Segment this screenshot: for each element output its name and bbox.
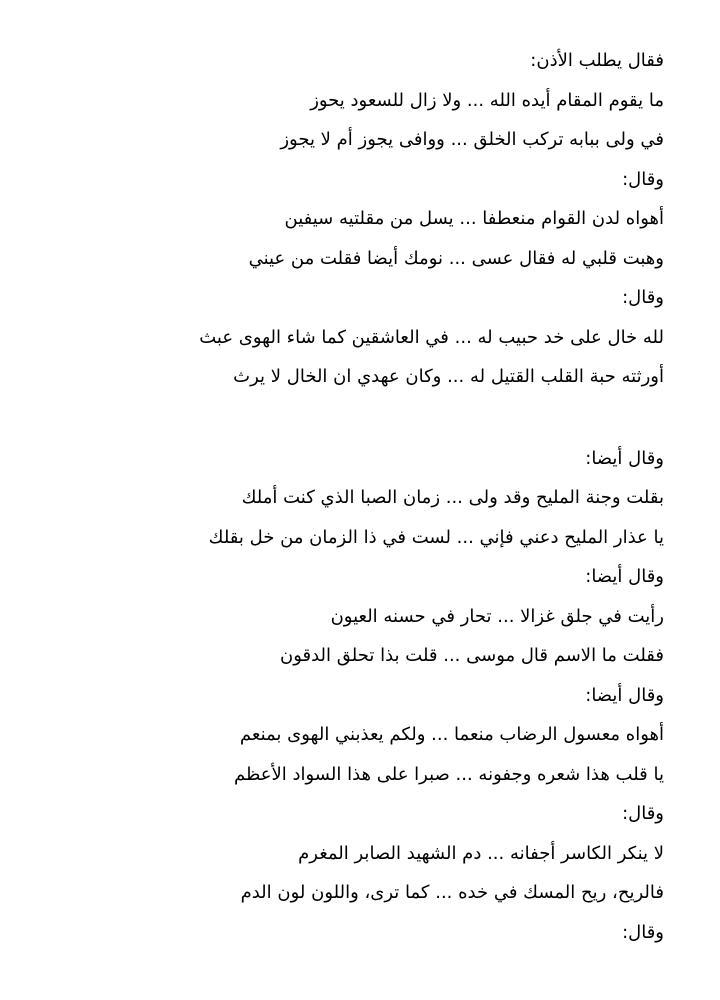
verse-line: ما يقوم المقام أيده الله ... ولا زال للسعود يحوز — [310, 89, 664, 111]
block-spacer — [44, 402, 664, 444]
verse-line: أورثته حبة القلب القتيل له ... وكان عهدي ان الخال لا يرث — [233, 366, 664, 387]
document-page — [44, 46, 664, 957]
verse-line: أهواه لدن القوام منعطفا ... يسل من مقلتيه سيفين — [284, 208, 664, 229]
verse-line: يا عذار المليح دعني فإني ... لست في ذا الزمان من خل بقلك — [208, 526, 664, 548]
text-block-2 — [44, 444, 664, 958]
text-line: فقال يطلب الأذن: — [530, 50, 664, 71]
verse-line: أهواه معسول الرضاب منعما ... ولكم يعذبني الهوى بمنعم — [239, 724, 664, 745]
section-heading: وقال أيضا: — [585, 566, 664, 587]
section-heading: وقال أيضا: — [585, 447, 664, 469]
verse-line: فالريح، ريح المسك في خده ... كما ترى، واللون لون الدم — [240, 882, 664, 903]
section-heading: وقال: — [622, 803, 664, 824]
section-heading: وقال: — [622, 287, 664, 308]
verse-line: لا ينكر الكاسر أجفانه ... دم الشهيد الصابر المغرم — [298, 842, 664, 864]
section-heading: وقال: — [622, 921, 664, 943]
text-block-1 — [44, 46, 664, 402]
section-heading: وقال: — [622, 168, 664, 190]
verse-line: فقلت ما الاسم قال موسى ... قلت بذا تحلق الدقون — [279, 645, 664, 666]
verse-line: في ولى ببابه تركب الخلق ... ووافى يجوز أم لا يجوز — [280, 129, 664, 150]
verse-line: يا قلب هذا شعره وجفونه ... صبرا على هذا السواد الأعظم — [234, 763, 664, 785]
section-heading: وقال أيضا: — [585, 684, 664, 706]
verse-line: لله خال على خد حبيب له ... في العاشقين كما شاء الهوى عبث — [199, 326, 664, 348]
verse-line: رأيت في جلق غزالا ... تحار في حسنه العيون — [330, 605, 664, 627]
verse-line: وهبت قلبي له فقال عسى ... نومك أيضا فقلت من عيني — [248, 247, 664, 269]
verse-line: بقلت وجنة المليح وقد ولى ... زمان الصبا الذي كنت أملك — [241, 487, 664, 508]
